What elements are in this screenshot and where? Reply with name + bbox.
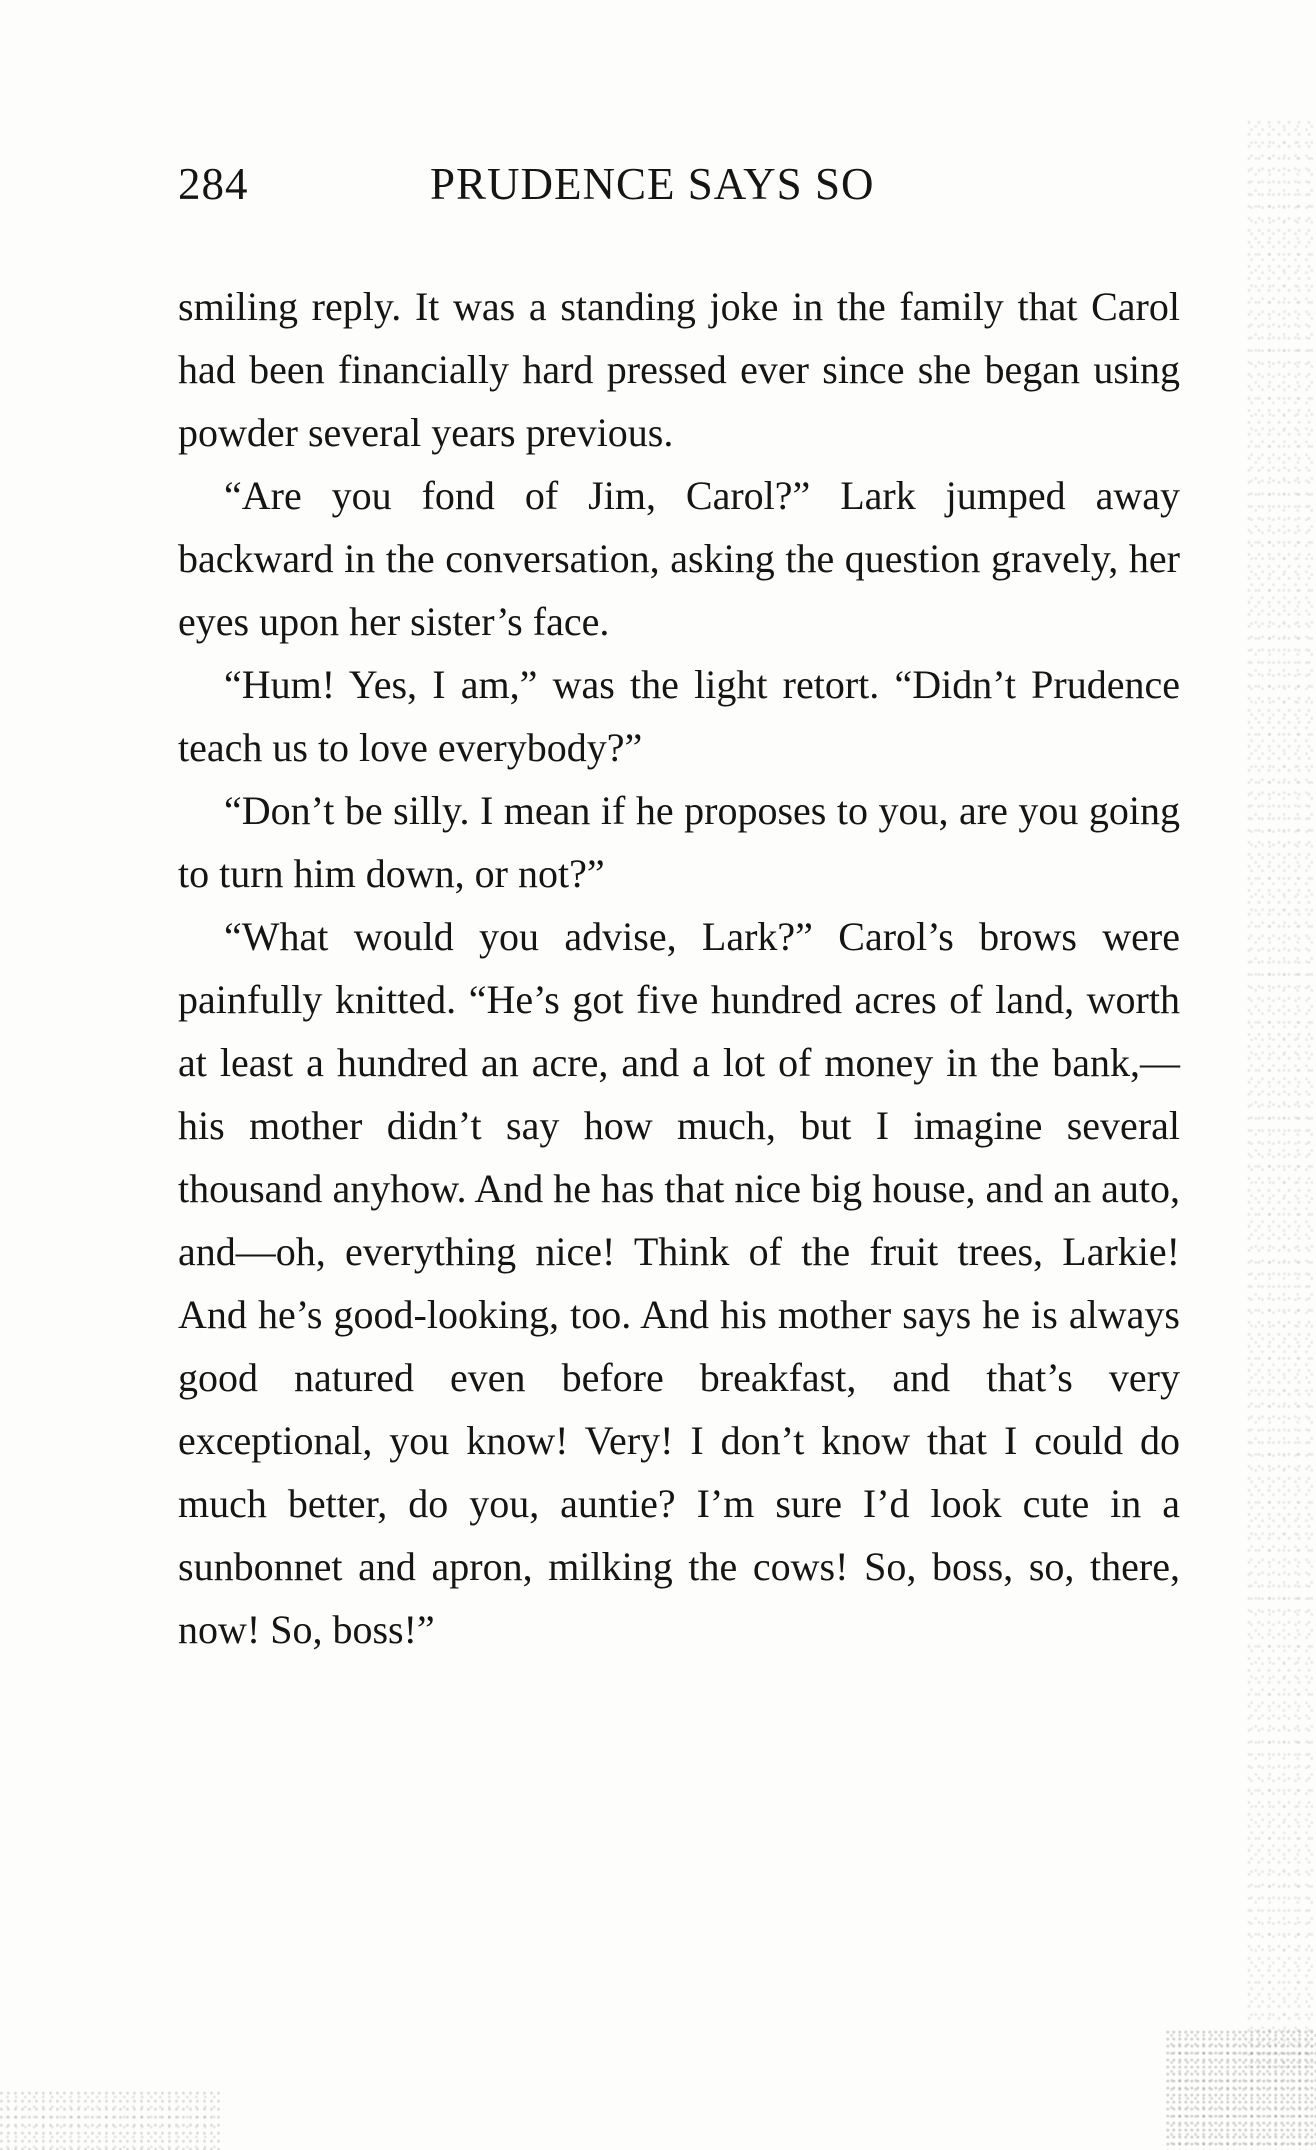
paragraph: “What would you advise, Lark?” Carol’s brows were painfully knitted. “He’s got five hundred acres of land, worth at least a hundred an acre, and a lot of money in the bank,—his mother didn’t say how much, but I imagine several thousand anyhow. And he has that nice big house, and an auto, and—oh, everything nice! Think of the fruit trees, Larkie! And he’s good-looking, too. And his mother says he is always good natured even before breakfast, and that’s very exceptional, you know! Very! I don’t know that I could do much better, do you, auntie? I’m sure I’d look cute in a sunbonnet and apron, milking the cows! So, boss, so, there, now! So, boss!” [178, 914, 1180, 1652]
paragraph: “Don’t be silly. I mean if he proposes to you, are you going to turn him down, or not?” [178, 788, 1180, 896]
page-header [178, 158, 1178, 214]
page-edge-speckle [1246, 120, 1316, 2070]
paragraph: “Are you fond of Jim, Carol?” Lark jumped away backward in the conversation, asking the question gravely, her eyes upon her sister’s face. [178, 473, 1180, 644]
running-head: PRUDENCE SAYS SO [430, 159, 875, 209]
paragraph: smiling reply. It was a standing joke in the family that Carol had been financially hard pressed ever since she began using powder several years previous. [178, 284, 1180, 455]
page-number: 284 [178, 159, 249, 209]
page-edge-speckle [0, 2090, 220, 2150]
body-text [178, 275, 1180, 1661]
page-edge-speckle [1166, 2030, 1316, 2150]
paragraph: “Hum! Yes, I am,” was the light retort. “Didn’t Prudence teach us to love everybody?” [178, 662, 1180, 770]
